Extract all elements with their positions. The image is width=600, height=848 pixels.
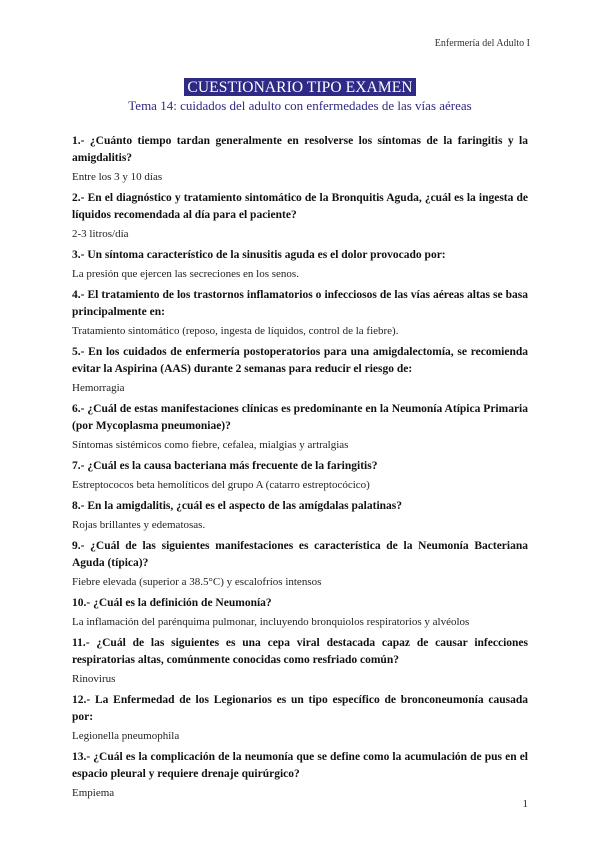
question-9: 9.- ¿Cuál de las siguientes manifestaciones es característica de la Neumonía Bacteriana Aguda (típica)? [72, 540, 528, 569]
question-6: 6.- ¿Cuál de estas manifestaciones clínicas es predominante en la Neumonía Atípica Primaria (por Mycoplasma pneumoniae)? [72, 403, 528, 432]
document-title: CUESTIONARIO TIPO EXAMEN [184, 78, 415, 96]
answer-9: Fiebre elevada (superior a 38.5°C) y escalofríos intensos [72, 576, 322, 588]
question-4: 4.- El tratamiento de los trastornos inflamatorios o infecciosos de las vías aéreas altas se basa principalmente en: [72, 289, 528, 318]
title-container [0, 78, 600, 97]
answer-2: 2-3 litros/día [72, 228, 129, 240]
question-12: 12.- La Enfermedad de los Legionarios es un tipo específico de bronconeumonía causada por: [72, 694, 528, 723]
answer-11: Rinovirus [72, 673, 116, 685]
question-7: 7.- ¿Cuál es la causa bacteriana más frecuente de la faringitis? [72, 460, 378, 472]
answer-3: La presión que ejercen las secreciones en los senos. [72, 268, 299, 280]
question-3: 3.- Un síntoma característico de la sinusitis aguda es el dolor provocado por: [72, 249, 446, 261]
question-1: 1.- ¿Cuánto tiempo tardan generalmente en resolverse los síntomas de la faringitis y la amigdalitis? [72, 135, 528, 164]
answer-8: Rojas brillantes y edematosas. [72, 519, 206, 531]
question-list [72, 133, 528, 806]
answer-7: Estreptococos beta hemolíticos del grupo A (catarro estreptocócico) [72, 479, 370, 491]
answer-4: Tratamiento sintomático (reposo, ingesta de líquidos, control de la fiebre). [72, 325, 399, 337]
answer-13: Empiema [72, 787, 115, 799]
answer-1: Entre los 3 y 10 días [72, 171, 163, 183]
question-8: 8.- En la amigdalitis, ¿cuál es el aspecto de las amígdalas palatinas? [72, 500, 403, 512]
answer-12: Legionella pneumophila [72, 730, 180, 742]
running-header: Enfermería del Adulto I [434, 38, 530, 49]
answer-10: La inflamación del parénquima pulmonar, incluyendo bronquiolos respiratorios y alvéolos [72, 616, 470, 628]
question-2: 2.- En el diagnóstico y tratamiento sintomático de la Bronquitis Aguda, ¿cuál es la ingesta de líquidos recomendada al día para el paciente? [72, 192, 528, 221]
question-5: 5.- En los cuidados de enfermería postoperatorios para una amigdalectomía, se recomienda evitar la Aspirina (AAS) durante 2 semanas para reducir el riesgo de: [72, 346, 528, 375]
answer-5: Hemorragia [72, 382, 125, 394]
page-number: 1 [522, 798, 528, 810]
question-13: 13.- ¿Cuál es la complicación de la neumonía que se define como la acumulación de pus en el espacio pleural y requiere drenaje quirúrgico? [72, 751, 528, 780]
question-11: 11.- ¿Cuál de las siguientes es una cepa viral destacada capaz de causar infecciones respiratorias altas, comúnmente conocidas como resfriado común? [72, 637, 528, 666]
question-10: 10.- ¿Cuál es la definición de Neumonía? [72, 597, 272, 609]
document-subtitle: Tema 14: cuidados del adulto con enfermedades de las vías aéreas [128, 98, 472, 113]
answer-6: Síntomas sistémicos como fiebre, cefalea, mialgias y artralgias [72, 439, 349, 451]
